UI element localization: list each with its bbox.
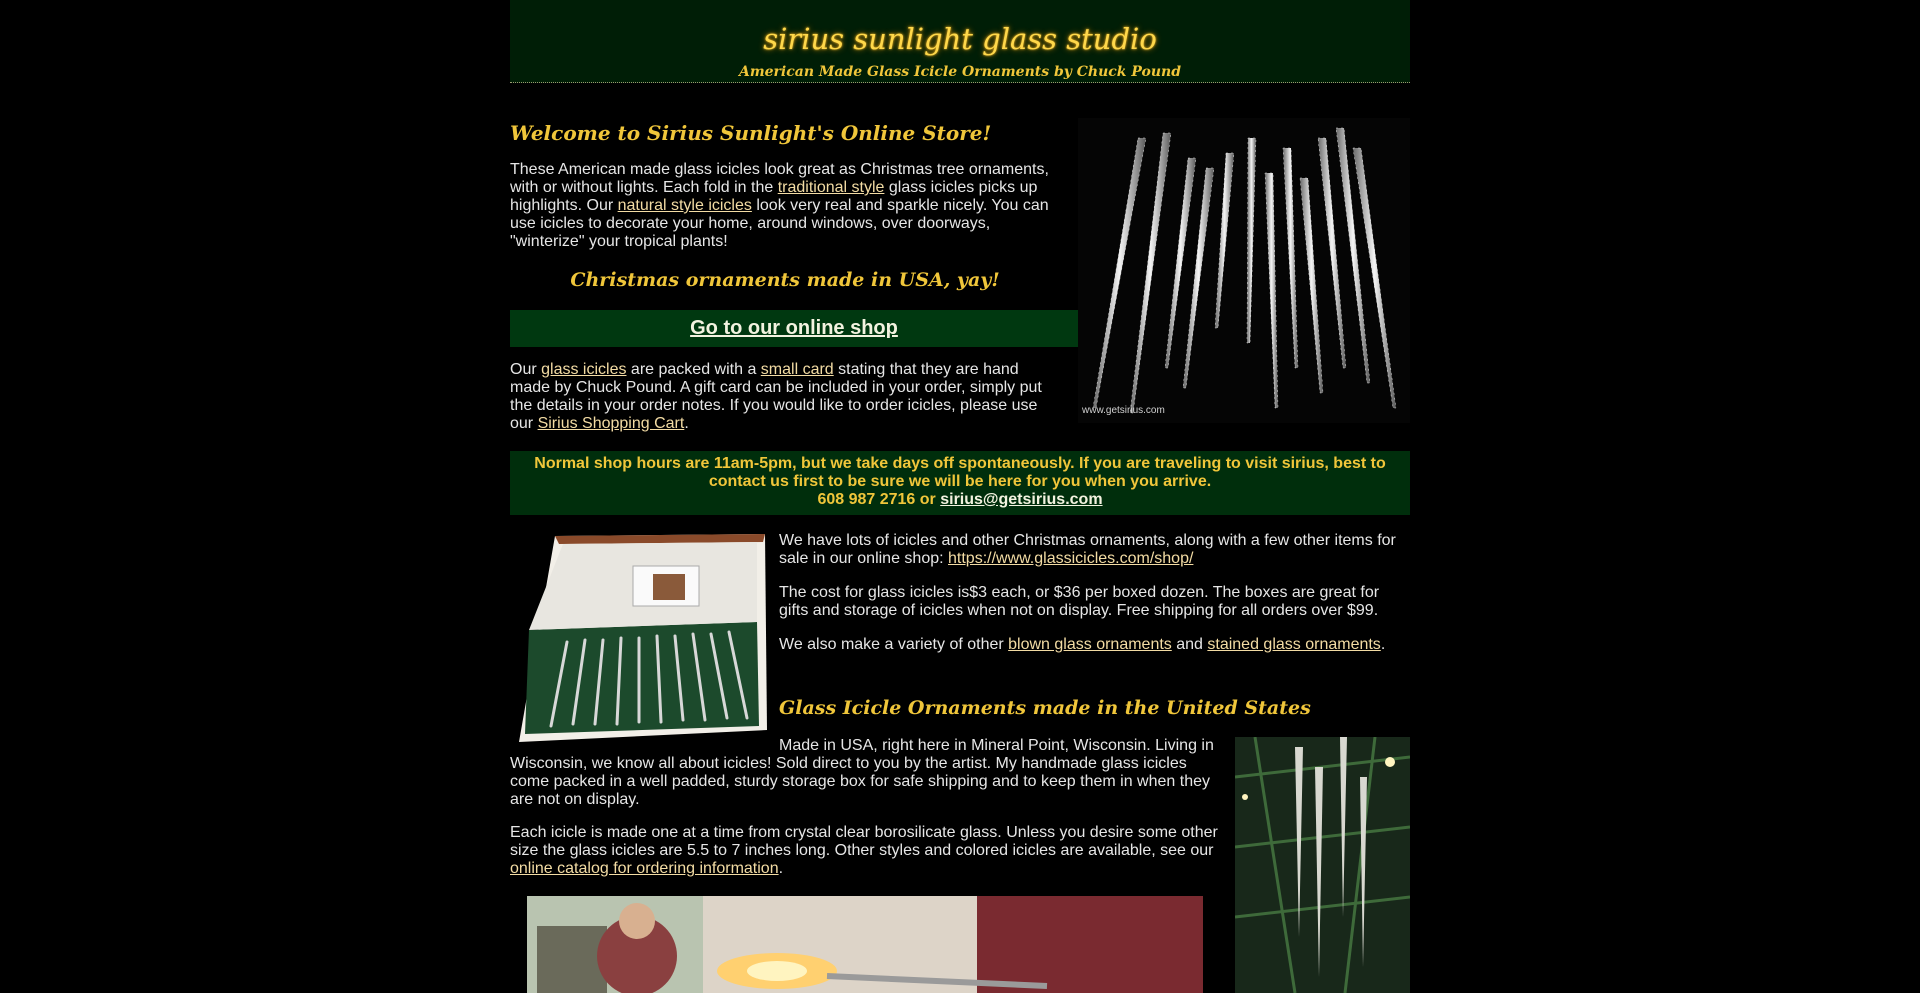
other-ornaments-text-3: .	[1380, 636, 1386, 653]
shop-info-text: We have lots of icicles and other Christmas ornaments, along with a few other items for sale in our online shop:	[779, 532, 1396, 567]
glass-icicles-link[interactable]: glass icicles	[541, 361, 627, 378]
intro-text-3: look very real and sparkle nicely. You can use icicles to decorate your home, around windows, over doorways, "winterize" your tropical plants!	[510, 197, 1049, 250]
packing-text-1: Our	[510, 361, 542, 378]
glassblowing-photos	[527, 896, 1203, 993]
packing-text-4: .	[684, 415, 689, 432]
packing-text-2: are packed with a	[626, 361, 761, 378]
blown-glass-link[interactable]: blown glass ornaments	[1008, 636, 1172, 653]
catalog-link[interactable]: online catalog for ordering information	[510, 860, 779, 877]
site-title: sirius sunlight glass studio	[763, 22, 1157, 56]
packing-paragraph	[510, 361, 1050, 433]
welcome-heading: Welcome to Sirius Sunlight's Online Store!	[510, 121, 992, 145]
made-in-usa-heading: Glass Icicle Ornaments made in the United States	[779, 697, 1311, 719]
intro-text-1: These American made glass icicles look great as Christmas tree ornaments, with or without lights. Each fold in the	[510, 161, 1049, 196]
icicles-photo	[1078, 118, 1410, 423]
intro-text-2: glass icicles picks up highlights. Our	[510, 179, 1038, 214]
small-card-link[interactable]: small card	[760, 361, 834, 378]
usa-tagline: Christmas ornaments made in USA, yay!	[570, 269, 1000, 291]
made-in-usa-text: Made in USA, right here in Mineral Point, Wisconsin. Living in Wisconsin, we know all about icicles! Sold direct to you by the artist. My handmade glass icicles come packed in a well padded, sturdy storage box for safe shipping and to keep them in when they are not on display.	[510, 737, 1214, 808]
phone-number: 608 987 2716 or	[817, 491, 941, 508]
made-in-usa-paragraph	[510, 737, 1220, 809]
site-subtitle: American Made Glass Icicle Ornaments by Chuck Pound	[738, 64, 1182, 80]
packing-text-3: stating that they are hand made by Chuck Pound. A gift card can be included in your order, simply put the details in your order notes. If you would like to order icicles, please use our	[510, 361, 1042, 432]
traditional-style-link[interactable]: traditional style	[777, 179, 885, 196]
shopping-cart-link[interactable]: Sirius Shopping Cart	[537, 415, 685, 432]
icicle-details-paragraph	[510, 824, 1220, 878]
shop-hours-banner	[510, 451, 1410, 515]
intro-paragraph	[510, 161, 1050, 251]
tree-icicles-photo	[1235, 737, 1410, 993]
other-ornaments-text-2: and	[1171, 636, 1208, 653]
other-ornaments-text-1: We also make a variety of other	[779, 636, 1009, 653]
site-header	[510, 0, 1410, 83]
icicle-details-end: .	[778, 860, 784, 877]
stained-glass-link[interactable]: stained glass ornaments	[1207, 636, 1381, 653]
icicle-box-illustration	[515, 530, 770, 748]
shop-url-link[interactable]: https://www.glassicicles.com/shop/	[948, 550, 1194, 567]
photo-caption: www.getsirius.com	[1082, 405, 1165, 416]
tree-illustration	[1235, 737, 1410, 993]
natural-style-link[interactable]: natural style icicles	[617, 197, 752, 214]
email-link[interactable]: sirius@getsirius.com	[940, 491, 1103, 508]
other-ornaments-paragraph	[779, 636, 1409, 654]
online-shop-link[interactable]: Go to our online shop	[690, 317, 898, 339]
shop-bar	[510, 310, 1078, 347]
glassblowing-illustration	[527, 896, 1203, 993]
pricing-paragraph: The cost for glass icicles is$3 each, or $36 per boxed dozen. The boxes are great for gifts and storage of icicles when not on display. Free shipping for all orders over $99.	[779, 584, 1380, 619]
shop-hours-text: Normal shop hours are 11am-5pm, but we take days off spontaneously. If you are traveling to visit sirius, best to contact us first to be sure we will be here for you when you arrive.	[534, 455, 1386, 490]
icicles-illustration	[1078, 118, 1410, 423]
icicle-details-text: Each icicle is made one at a time from crystal clear borosilicate glass. Unless you desire some other size the glass icicles are 5.5 to 7 inches long. Other styles and colored icicles are available, see our	[510, 824, 1218, 859]
icicle-box-photo	[515, 530, 770, 748]
shop-info-paragraph	[779, 532, 1409, 568]
